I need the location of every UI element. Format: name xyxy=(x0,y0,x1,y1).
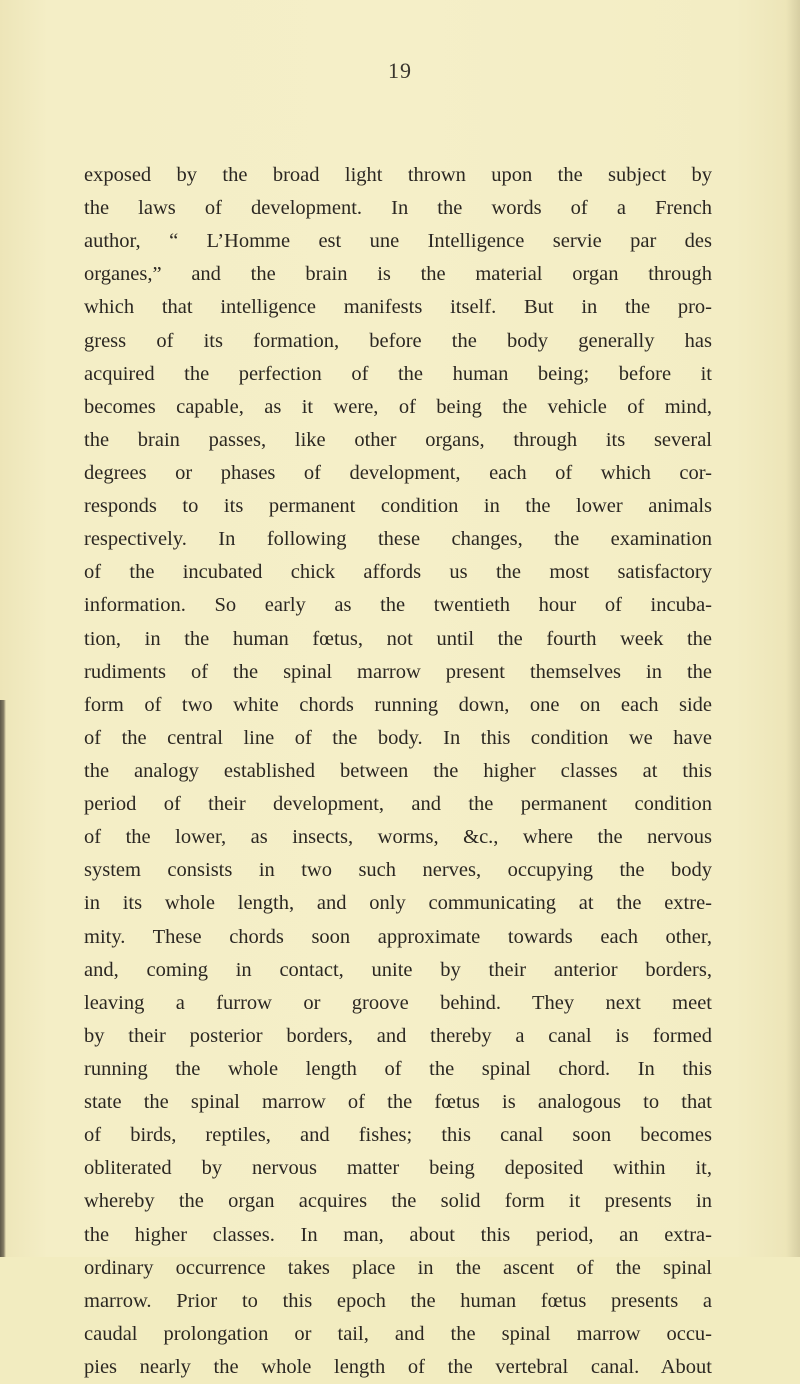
text-line: of the central line of the body. In this condition we have xyxy=(84,726,712,749)
text-line: and, coming in contact, unite by their anterior borders, xyxy=(84,958,712,981)
text-line: respectively. In following these changes, the examination xyxy=(84,528,712,551)
text-line: of the lower, as insects, worms, &c., where the nervous xyxy=(84,826,712,849)
text-line: leaving a furrow or groove behind. They next meet xyxy=(84,991,712,1014)
text-line: responds to its permanent condition in the lower animals xyxy=(84,495,712,518)
text-line: of the incubated chick affords us the most satisfactory xyxy=(84,561,712,584)
text-line: tion, in the human fœtus, not until the fourth week the xyxy=(84,627,712,650)
text-line: rudiments of the spinal marrow present themselves in the xyxy=(84,660,712,683)
text-line: caudal prolongation or tail, and the spinal marrow occu- xyxy=(84,1322,712,1345)
text-line: marrow. Prior to this epoch the human fœtus presents a xyxy=(84,1289,712,1312)
text-line: information. So early as the twentieth hour of incuba- xyxy=(84,594,712,617)
text-line: the higher classes. In man, about this period, an extra- xyxy=(84,1223,712,1246)
body-text xyxy=(84,159,712,1384)
text-line: author, “ L’Homme est une Intelligence servie par des xyxy=(84,230,712,253)
text-line: becomes capable, as it were, of being the vehicle of mind, xyxy=(84,395,712,418)
text-line: form of two white chords running down, one on each side xyxy=(84,693,712,716)
text-line: obliterated by nervous matter being deposited within it, xyxy=(84,1157,712,1180)
text-line: period of their development, and the permanent condition xyxy=(84,793,712,816)
text-line: by their posterior borders, and thereby a canal is formed xyxy=(84,1024,712,1047)
text-line: degrees or phases of development, each of which cor- xyxy=(84,461,712,484)
text-line: the brain passes, like other organs, through its several xyxy=(84,428,712,451)
text-line: gress of its formation, before the body generally has xyxy=(84,329,712,352)
text-line: exposed by the broad light thrown upon the subject by xyxy=(84,164,712,186)
text-line: system consists in two such nerves, occupying the body xyxy=(84,859,712,882)
text-line: pies nearly the whole length of the vertebral canal. About xyxy=(84,1355,712,1378)
page-gutter-shade xyxy=(786,0,800,1257)
page-number: 19 xyxy=(388,58,412,83)
text-line: the analogy established between the higher classes at this xyxy=(84,759,712,782)
text-line: whereby the organ acquires the solid form it presents in xyxy=(84,1190,712,1213)
text-line: of birds, reptiles, and fishes; this canal soon becomes xyxy=(84,1124,712,1147)
text-line: the laws of development. In the words of a French xyxy=(84,197,712,220)
page-edge-shadow xyxy=(0,700,6,1257)
text-line: organes,” and the brain is the material organ through xyxy=(84,263,712,286)
text-line: in its whole length, and only communicating at the extre- xyxy=(84,892,712,915)
text-line: state the spinal marrow of the fœtus is analogous to that xyxy=(84,1091,712,1114)
text-line: running the whole length of the spinal chord. In this xyxy=(84,1057,712,1080)
text-line: ordinary occurrence takes place in the ascent of the spinal xyxy=(84,1256,712,1279)
text-line: which that intelligence manifests itself. But in the pro- xyxy=(84,296,712,319)
text-line: acquired the perfection of the human being; before it xyxy=(84,362,712,385)
text-line: mity. These chords soon approximate towards each other, xyxy=(84,925,712,948)
